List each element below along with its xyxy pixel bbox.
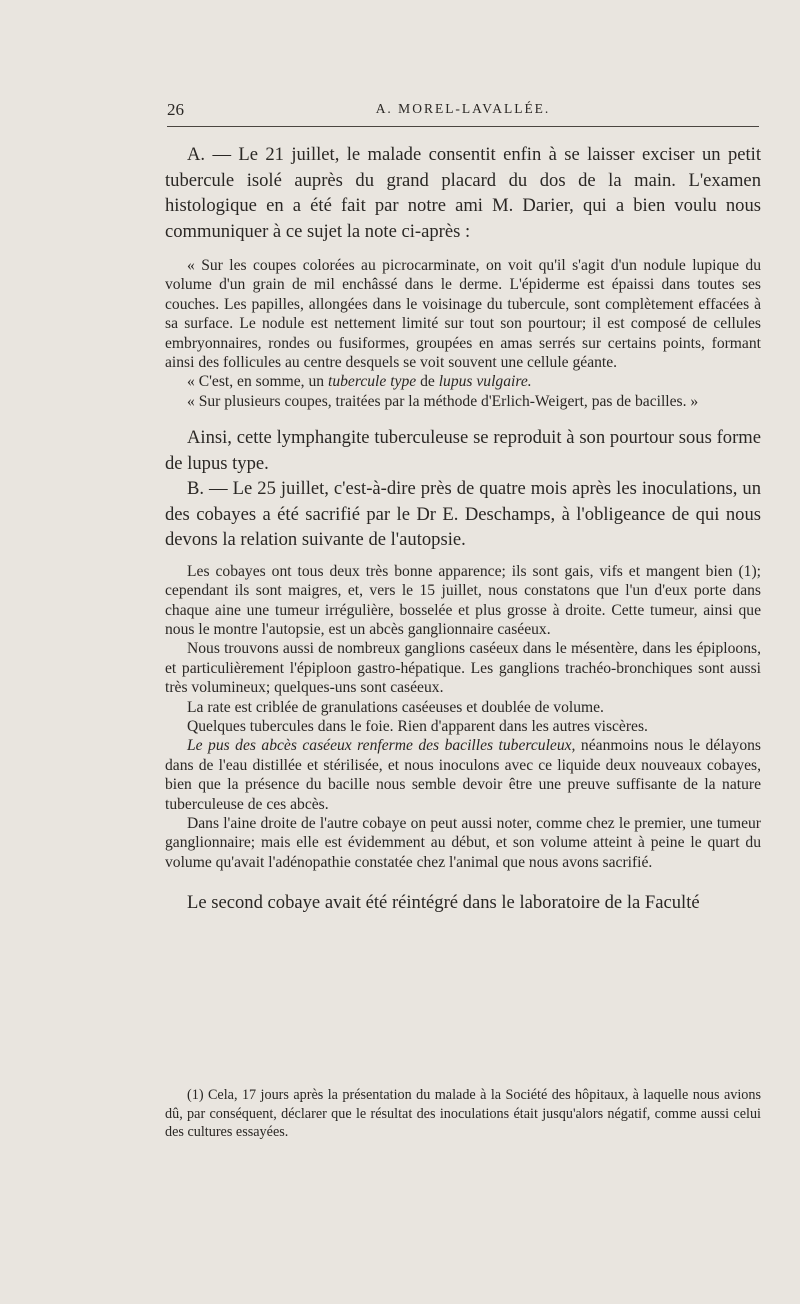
quote-paragraph-1: « Sur les coupes colorées au picrocarminate, on voit qu'il s'agit d'un nodule lupique du volume d'un grain de mil enchâssé dans le derme. L'épiderme est épaissi dans toutes ses couches. Les papilles, allongées dans le voisinage du tubercule, sont complètement effacées à sa surface. Le nodule est nettement limité sur tout son pourtour; il est composé de cellules embryonnaires, rondes ou fusiformes, groupées en amas serrés sur certains points, formant ainsi des follicules au centre desquels se voit souvent une cellule géante. [165, 257, 761, 372]
page-header [167, 100, 759, 127]
page-body [165, 142, 761, 916]
autopsy-5-text: néanmoins nous le délayons dans de l'eau distillée et stérilisée, et nous inoculons avec ce liquide deux nouveaux cobayes, bien que la présence du bacille nous semble devoir être une preuve suffisante de la nature tuberculeuse de ces abcès. [165, 737, 761, 813]
quote-2-text-a: « C'est, en somme, un [187, 373, 328, 391]
page-number: 26 [167, 100, 184, 119]
quote-2-text-b: de [416, 373, 439, 391]
quote-2-italic-a: tubercule type [327, 373, 417, 391]
paragraph-b: B. — Le 25 juillet, c'est-à-dire près de quatre mois après les inoculations, un des cobayes a été sacrifié par le Dr E. Deschamps, à l'obligeance de qui nous devons la relation suivante de l'autopsie. [165, 478, 761, 551]
paragraph-a: A. — Le 21 juillet, le malade consentit enfin à se laisser exciser un petit tubercule isolé auprès du grand placard du dos de la main. L'examen histologique en a été fait par notre ami M. Darier, qui a bien voulu nous communiquer à ce sujet la note ci-après : [165, 144, 761, 242]
paragraph-lymphangite: Ainsi, cette lymphangite tuberculeuse se reproduit à son pourtour sous forme de lupus type. [165, 427, 761, 474]
autopsy-paragraph-4: Quelques tubercules dans le foie. Rien d'apparent dans les autres viscères. [187, 718, 648, 735]
paragraph-second-cobaye: Le second cobaye avait été réintégré dans le laboratoire de la Faculté [187, 892, 700, 914]
quote-2-italic-b: lupus vulgaire. [438, 373, 532, 391]
quote-paragraph-2 [165, 372, 761, 391]
running-head: A. MOREL-LAVALLÉE. [375, 101, 551, 116]
autopsy-paragraph-6: Dans l'aine droite de l'autre cobaye on peut aussi noter, comme chez le premier, une tumeur ganglionnaire; mais elle est évidemment au début, et son volume atteint à peine le quart du volume qu'avait l'adénopathie constatée chez l'animal que nous avons sacrifié. [165, 815, 761, 871]
autopsy-paragraph-1: Les cobayes ont tous deux très bonne apparence; ils sont gais, vifs et mangent bien (1); cependant ils sont maigres, et, vers le 15 juillet, nous constatons que l'un d'eux porte dans chaque aine une tumeur irrégulière, bosselée et plus grosse à droite. Cette tumeur, ainsi que nous le montre l'autopsie, est un abcès ganglionnaire caséeux. [165, 562, 761, 638]
autopsy-paragraph-5 [165, 736, 761, 814]
autopsy-paragraph-2: Nous trouvons aussi de nombreux ganglions caséeux dans le mésentère, dans les épiploons, et particulièrement l'épiploon gastro-hépatique. Les ganglions trachéo-bronchiques sont aussi très volumineux; quelques-uns sont caséeux. [165, 640, 761, 697]
autopsy-paragraph-3: La rate est criblée de granulations caséeuses et doublée de volume. [187, 698, 604, 716]
footnote: (1) Cela, 17 jours après la présentation du malade à la Société des hôpitaux, à laquelle nous avions dû, par conséquent, déclarer que le résultat des inoculations était jusqu'alors négatif, comme aussi celui des cultures essayées. [165, 1087, 761, 1140]
autopsy-5-italic: Le pus des abcès caséeux renferme des bacilles tuberculeux, [187, 737, 576, 755]
quote-paragraph-3: « Sur plusieurs coupes, traitées par la méthode d'Erlich-Weigert, pas de bacilles. » [187, 392, 699, 410]
